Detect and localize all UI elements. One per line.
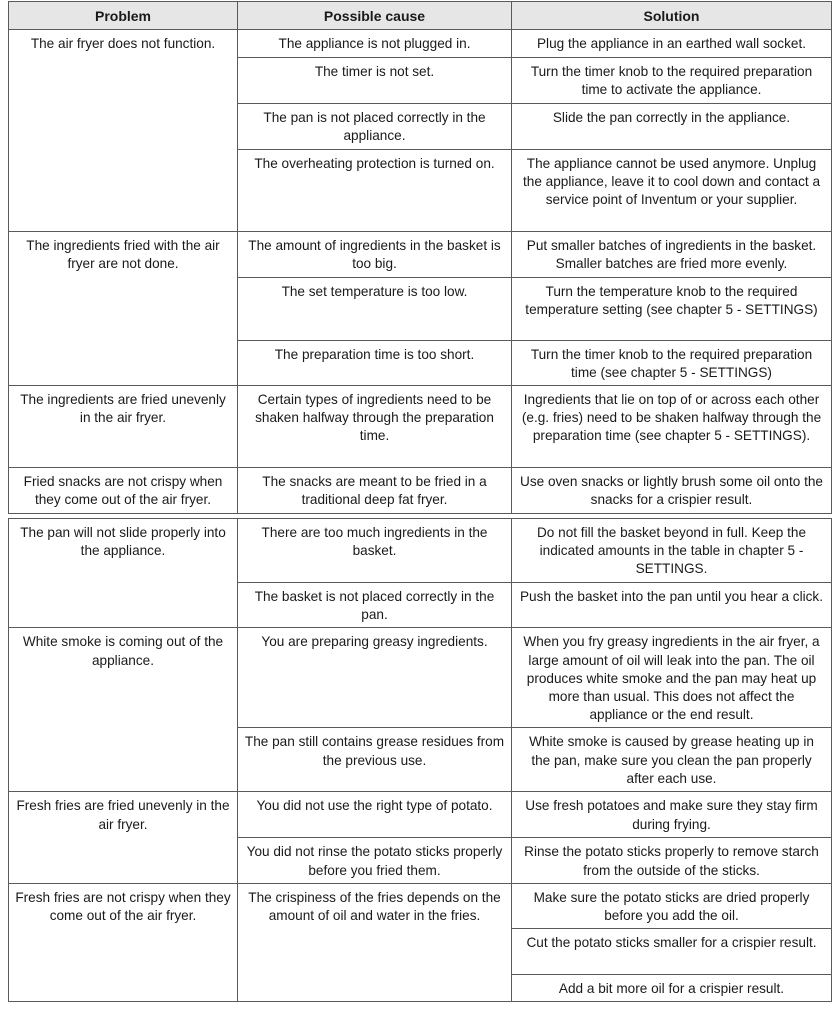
problem-cell: The pan will not slide properly into the appliance. <box>9 519 238 628</box>
solution-cell: Turn the timer knob to the required preparation time (see chapter 5 - SETTINGS) <box>512 340 832 385</box>
cause-cell: There are too much ingredients in the basket. <box>238 519 512 583</box>
cause-cell: You are preparing greasy ingredients. <box>238 628 512 728</box>
table-row <box>9 30 832 58</box>
solution-cell: When you fry greasy ingredients in the air fryer, a large amount of oil will leak into the pan. The oil produces white smoke and the pan may heat up more than usual. This does not affect the appliance or the end result. <box>512 628 832 728</box>
solution-cell: Rinse the potato sticks properly to remove starch from the outside of the sticks. <box>512 838 832 883</box>
solution-cell: Add a bit more oil for a crispier result. <box>512 975 832 1002</box>
cause-cell: The set temperature is too low. <box>238 277 512 340</box>
troubleshooting-table <box>8 1 832 514</box>
table-row <box>9 792 832 838</box>
cause-cell: The basket is not placed correctly in the pan. <box>238 583 512 628</box>
solution-cell: Turn the timer knob to the required preparation time to activate the appliance. <box>512 58 832 103</box>
solution-cell: Make sure the potato sticks are dried properly before you add the oil. <box>512 883 832 928</box>
table-row <box>9 628 832 728</box>
cause-cell: The pan still contains grease residues from the previous use. <box>238 728 512 792</box>
cause-cell: The amount of ingredients in the basket is too big. <box>238 231 512 277</box>
cause-cell: The snacks are meant to be fried in a traditional deep fat fryer. <box>238 468 512 514</box>
solution-cell: Use fresh potatoes and make sure they stay firm during frying. <box>512 792 832 838</box>
problem-cell: The air fryer does not function. <box>9 30 238 231</box>
table-row <box>9 231 832 277</box>
cause-cell: You did not use the right type of potato. <box>238 792 512 838</box>
header-solution: Solution <box>512 2 832 30</box>
problem-cell: Fresh fries are fried unevenly in the air fryer. <box>9 792 238 883</box>
table-row <box>9 468 832 514</box>
header-possible-cause: Possible cause <box>238 2 512 30</box>
cause-cell: The timer is not set. <box>238 58 512 103</box>
problem-cell: Fried snacks are not crispy when they come out of the air fryer. <box>9 468 238 514</box>
solution-cell: Do not fill the basket beyond in full. Keep the indicated amounts in the table in chapter 5 - SETTINGS. <box>512 519 832 583</box>
cause-cell: Certain types of ingredients need to be shaken halfway through the preparation time. <box>238 386 512 468</box>
cause-cell: The preparation time is too short. <box>238 340 512 385</box>
solution-cell: Cut the potato sticks smaller for a crispier result. <box>512 929 832 975</box>
solution-cell: Turn the temperature knob to the required temperature setting (see chapter 5 - SETTINGS) <box>512 277 832 340</box>
header-problem: Problem <box>9 2 238 30</box>
solution-cell: Slide the pan correctly in the appliance. <box>512 103 832 149</box>
solution-cell: The appliance cannot be used anymore. Unplug the appliance, leave it to cool down and contact a service point of Inventum or your supplier. <box>512 149 832 231</box>
solution-cell: Push the basket into the pan until you hear a click. <box>512 583 832 628</box>
problem-cell: White smoke is coming out of the appliance. <box>9 628 238 792</box>
table-row <box>9 519 832 583</box>
cause-cell: The overheating protection is turned on. <box>238 149 512 231</box>
cause-cell: The pan is not placed correctly in the appliance. <box>238 103 512 149</box>
solution-cell: Plug the appliance in an earthed wall socket. <box>512 30 832 58</box>
troubleshooting-table-continued <box>8 518 832 1002</box>
solution-cell: Use oven snacks or lightly brush some oil onto the snacks for a crispier result. <box>512 468 832 514</box>
table-row <box>9 883 832 928</box>
problem-cell: Fresh fries are not crispy when they come out of the air fryer. <box>9 883 238 1002</box>
problem-cell: The ingredients are fried unevenly in the air fryer. <box>9 386 238 468</box>
solution-cell: Put smaller batches of ingredients in the basket. Smaller batches are fried more evenly. <box>512 231 832 277</box>
header-row <box>9 2 832 30</box>
solution-cell: White smoke is caused by grease heating up in the pan, make sure you clean the pan properly after each use. <box>512 728 832 792</box>
cause-cell: The appliance is not plugged in. <box>238 30 512 58</box>
cause-cell: The crispiness of the fries depends on the amount of oil and water in the fries. <box>238 883 512 1002</box>
table-row <box>9 386 832 468</box>
solution-cell: Ingredients that lie on top of or across each other (e.g. fries) need to be shaken halfway through the preparation time (see chapter 5 - SETTINGS). <box>512 386 832 468</box>
cause-cell: You did not rinse the potato sticks properly before you fried them. <box>238 838 512 883</box>
problem-cell: The ingredients fried with the air fryer are not done. <box>9 231 238 385</box>
